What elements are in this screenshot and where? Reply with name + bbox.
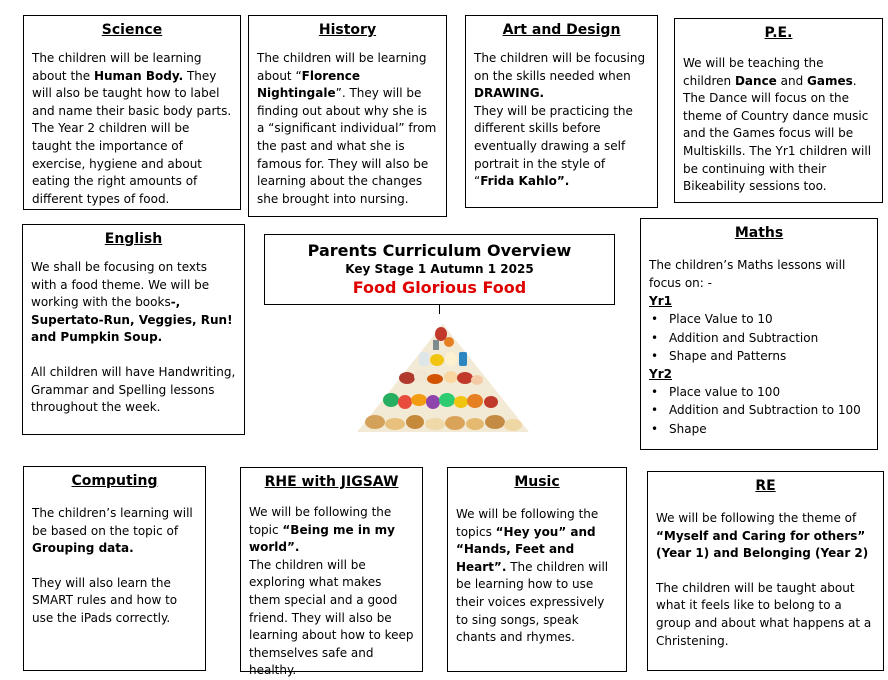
overview-heading: Parents Curriculum Overview bbox=[307, 241, 572, 260]
maths-title: Maths bbox=[734, 225, 784, 241]
english-title: English bbox=[104, 231, 163, 247]
re-title: RE bbox=[755, 478, 776, 494]
art-text: The children will be focusing on the skills needed when DRAWING. They will be practicing the different skills before eventually drawing a self portrait in the style of “Frida Kahlo”. bbox=[474, 51, 646, 189]
science-text: The children will be learning about the Human Body. They will also be taught how to label and name their basic body parts. The Year 2 children will be taught the importance of exercise, hygiene and about eating the right amounts of different types of food. bbox=[32, 51, 232, 206]
history-text: The children will be learning about “Florence Nightingale”. They will be finding out about why she is a “significant individual” from the past and what she is famous for. They will also be learning about the changes she brought into nursing. bbox=[257, 51, 437, 206]
science-title: Science bbox=[101, 22, 163, 38]
maths-yr1-list bbox=[649, 310, 869, 365]
computing-box bbox=[23, 466, 206, 671]
maths-yr1-label: Yr1 bbox=[649, 294, 672, 309]
re-text-2: The children will be taught about what it feels like to belong to a group and about what happens at a Christening. bbox=[656, 580, 872, 648]
list-item: • Shape and Patterns bbox=[649, 347, 869, 365]
computing-text-2: They will also learn the SMART rules and how to use the iPads correctly. bbox=[32, 575, 178, 625]
music-title: Music bbox=[514, 474, 560, 490]
art-title: Art and Design bbox=[502, 22, 621, 38]
history-box bbox=[248, 15, 447, 217]
overview-topic: Food Glorious Food bbox=[352, 278, 527, 297]
maths-yr2-label: Yr2 bbox=[649, 367, 672, 381]
list-item: • Addition and Subtraction bbox=[649, 329, 869, 347]
music-text: We will be following the topics “Hey you” and “Hands, Feet and Heart”. The children will be learning how to use their voices expressively to sing songs, speak chants and rhymes. bbox=[456, 507, 609, 645]
pe-text: We will be teaching the children Dance and Games. The Dance will focus on the theme of Country dance music and the Games focus will be Multiskills. The Yr1 children will be continuing with their Bikeability sessions too. bbox=[683, 56, 872, 194]
connector-line bbox=[439, 305, 440, 314]
pe-box bbox=[674, 18, 883, 203]
rhe-text: We will be following the topic “Being me in my world”. The children will be exploring what makes them special and a good friend. They will also be learning about how to keep themselves safe and healthy. bbox=[249, 505, 414, 678]
maths-yr2-list bbox=[649, 383, 869, 438]
rhe-box bbox=[240, 467, 423, 678]
re-text: We will be following the theme of “Myself and Caring for others” (Year 1) and Belonging (Year 2) bbox=[656, 511, 869, 561]
music-box bbox=[447, 467, 627, 672]
rhe-title: RHE with JIGSAW bbox=[264, 474, 399, 490]
list-item: • Addition and Subtraction to 100 bbox=[649, 401, 869, 419]
list-item: • Place value to 100 bbox=[649, 383, 869, 401]
list-item: • Place Value to 10 bbox=[649, 310, 869, 328]
food-pyramid-image bbox=[355, 322, 531, 434]
list-item: • Shape bbox=[649, 420, 869, 438]
computing-text: The children’s learning will be based on the topic of Grouping data. bbox=[32, 506, 193, 556]
science-box bbox=[23, 15, 241, 210]
history-title: History bbox=[318, 22, 377, 38]
re-box bbox=[647, 471, 884, 671]
maths-intro: The children’s Maths lessons will focus on: - bbox=[649, 258, 846, 290]
art-box bbox=[465, 15, 658, 208]
overview-subheading: Key Stage 1 Autumn 1 2025 bbox=[345, 262, 534, 276]
english-box bbox=[22, 224, 245, 435]
overview-title-box bbox=[264, 234, 615, 305]
maths-box bbox=[640, 218, 878, 450]
pe-title: P.E. bbox=[764, 25, 793, 41]
english-text: We shall be focusing on texts with a food theme. We will be working with the books-, Supertato-Run, Veggies, Run! and Pumpkin Soup. bbox=[31, 260, 233, 345]
english-text-2: All children will have Handwriting, Grammar and Spelling lessons throughout the week. bbox=[31, 364, 236, 415]
computing-title: Computing bbox=[71, 473, 158, 489]
